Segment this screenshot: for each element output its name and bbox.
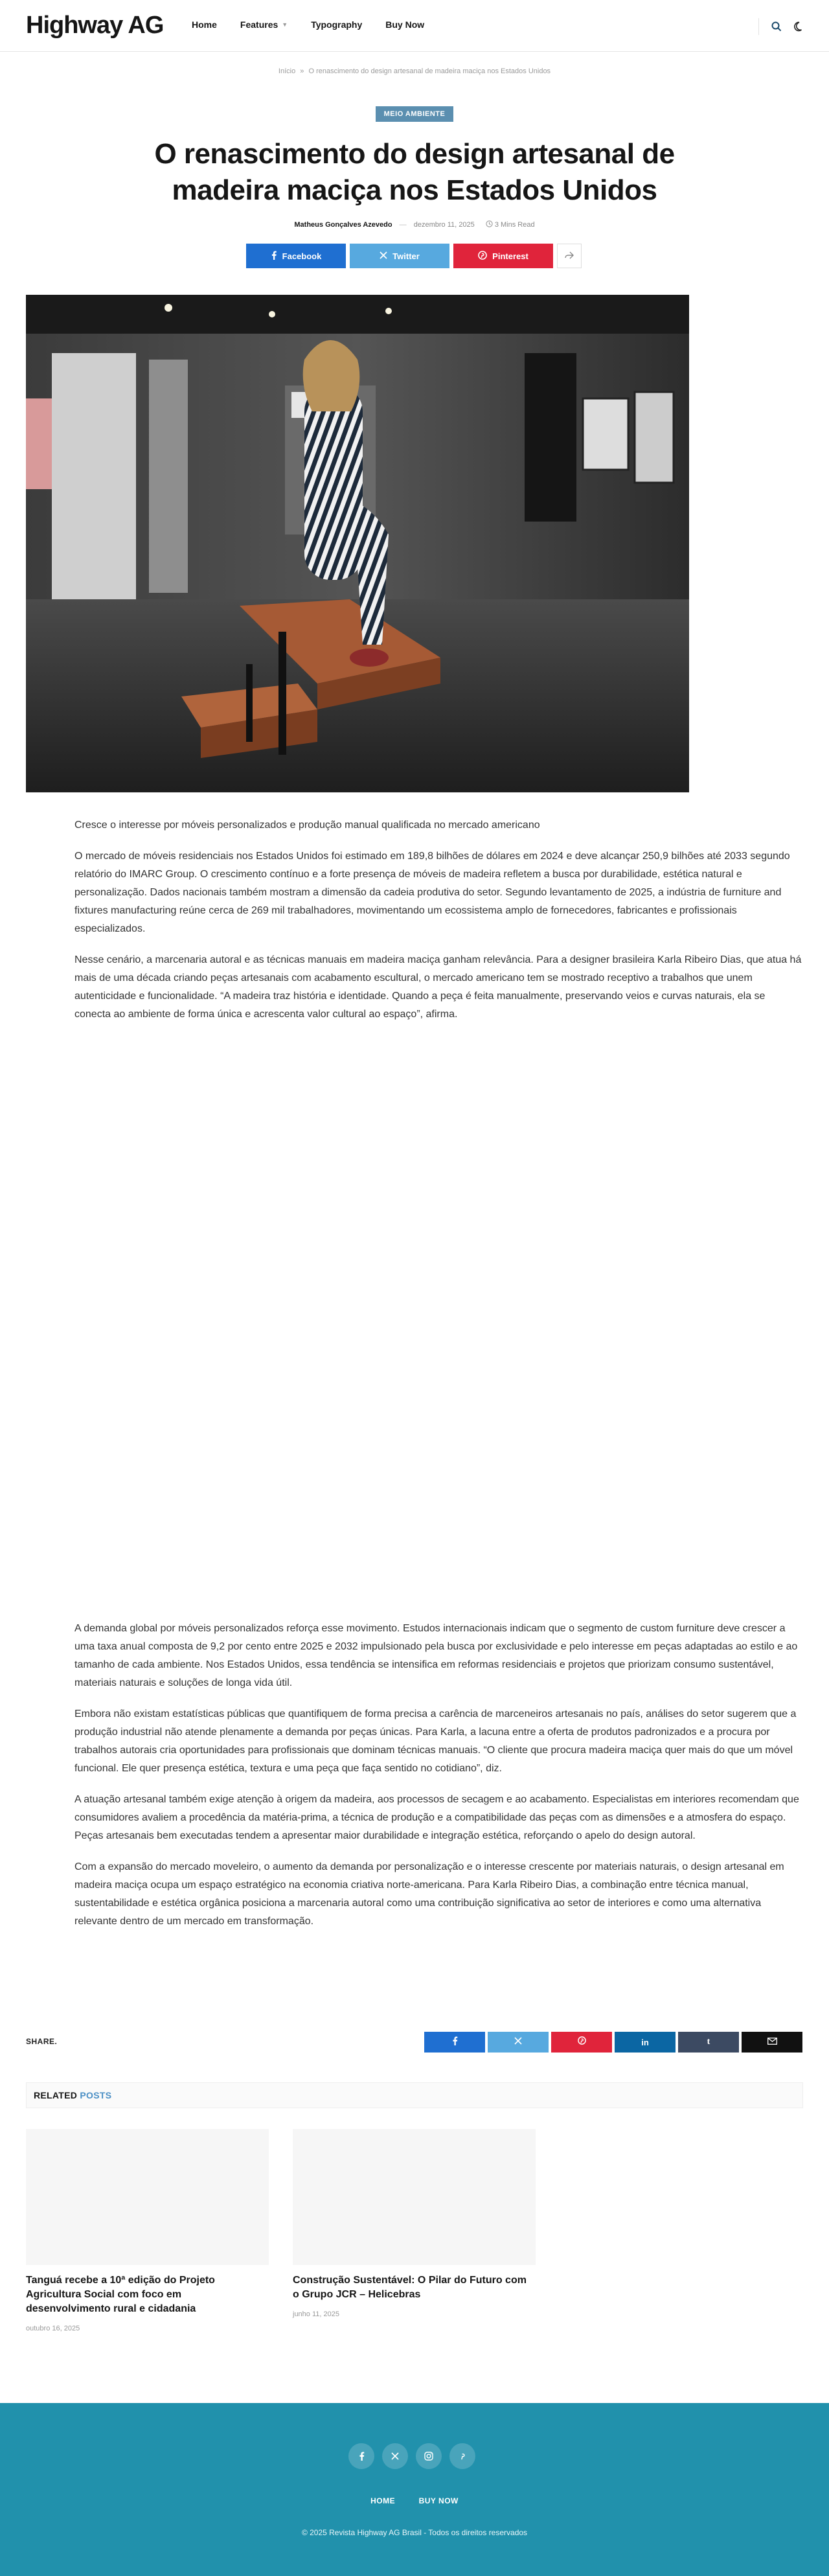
author-name[interactable]: Matheus Gonçalves Azevedo (294, 221, 392, 229)
site-logo[interactable]: Highway AG (26, 12, 164, 39)
meta-separator: — (399, 221, 407, 229)
search-icon[interactable] (771, 21, 782, 32)
share-email-button[interactable] (742, 2032, 802, 2053)
share-twitter-label: Twitter (392, 251, 420, 261)
main-nav (192, 19, 448, 30)
footer-nav (0, 2495, 829, 2507)
share-linkedin-button[interactable] (615, 2032, 676, 2053)
nav-home[interactable]: Home (192, 19, 217, 30)
breadcrumb-separator: » (300, 67, 304, 75)
article-lead: Cresce o interesse por móveis personalizados e produção manual qualificada no mercado americano (74, 820, 540, 831)
facebook-icon (271, 251, 277, 262)
nav-buy-now[interactable]: Buy Now (385, 19, 425, 30)
article-body-intro (74, 816, 803, 1037)
header-icons (758, 18, 803, 35)
pinterest-icon (478, 251, 487, 262)
related-title-blue: POSTS (80, 2090, 112, 2100)
article-body-continued (74, 1620, 803, 1944)
footer-nav-buy-now[interactable]: BUY NOW (418, 2496, 459, 2505)
share-tumblr-button[interactable] (678, 2032, 739, 2053)
post-date: dezembro 11, 2025 (413, 221, 475, 229)
article-paragraph: Nesse cenário, a marcenaria autoral e as técnicas manuais em madeira maciça ganham relevância. Para a designer brasileira Karla Ribeiro Dias, que atua há mais de uma década criando peças artesanais com acabamento escultural, o mercado americano tem se mostrado receptivo a trabalhos que unem autenticidade e funcionalidade. “A madeira traz história e identidade. Quando a peça é feita manualmente, preservando veios e curvas naturais, ela se conecta ao ambiente de forma única e acrescenta valor cultural ao espaço”, afirma. (74, 954, 802, 1020)
breadcrumb-current: O renascimento do design artesanal de madeira maciça nos Estados Unidos (308, 67, 551, 75)
related-posts-title (34, 2090, 111, 2100)
share-pinterest-button[interactable] (453, 244, 553, 268)
share-pinterest-label: Pinterest (492, 251, 528, 261)
share-more-button[interactable] (557, 244, 582, 268)
read-time: 3 Mins Read (494, 221, 535, 229)
related-title-black: RELATED (34, 2090, 78, 2100)
related-post-thumbnail[interactable] (293, 2129, 536, 2265)
footer-nav-home[interactable]: HOME (370, 2496, 396, 2505)
site-header (0, 0, 829, 52)
email-icon (767, 2036, 777, 2048)
featured-image (26, 295, 689, 792)
header-divider (758, 18, 759, 35)
related-post-date: junho 11, 2025 (293, 2310, 339, 2318)
article-paragraph: Embora não existam estatísticas públicas que quantifiquem de forma precisa a carência de marceneiros artesanais no país, análises do setor sugerem que a produção industrial não atende plenamente a demanda por peças únicas. Para Karla, a lacuna entre a oferta de produtos padronizados e a procura por trabalhos autorais cria oportunidades para profissionais que dominam técnicas manuais. “O cliente que procura madeira maciça quer mais do que um móvel funcional. Ele quer presença estética, textura e uma peça que faça sentido no cotidiano”, diz. (74, 1708, 797, 1774)
linkedin-icon: in (641, 2037, 649, 2047)
instagram-icon[interactable] (416, 2443, 442, 2469)
article-paragraph: A atuação artesanal também exige atenção à origem da madeira, aos processos de secagem e ao acabamento. Especialistas em interiores recomendam que consumidores avaliem a procedência da matéria-prima, a técnica de produção e a compatibilidade das peças com as dimensões e a atmosfera do espaço. Peças artesanais bem executadas tendem a apresentar maior durabilidade e integração estética, reforçando o apelo do design autoral. (74, 1794, 799, 1841)
share-facebook-label: Facebook (282, 251, 322, 261)
article-paragraph: Com a expansão do mercado moveleiro, o aumento da demanda por personalização e o interesse crescente por materiais naturais, o design artesanal em madeira maciça ocupa um espaço estratégico na economia criativa norte-americana. Para Karla Ribeiro Dias, a combinação entre técnica manual, sustentabilidade e estética orgânica posiciona a marcenaria autoral como uma contribuição significativa ao setor de interiores e como uma alternativa relevante dentro de um mercado em transformação. (74, 1861, 784, 1927)
chevron-down-icon: ▼ (282, 21, 288, 28)
share-label: SHARE. (26, 2037, 58, 2046)
share-pinterest-button[interactable] (551, 2032, 612, 2053)
page-title: O renascimento do design artesanal de madeira maciça nos Estados Unidos (154, 138, 675, 206)
dark-mode-icon[interactable] (791, 21, 803, 32)
share-facebook-button[interactable] (424, 2032, 485, 2053)
related-post-title[interactable]: Tanguá recebe a 10ª edição do Projeto Agricultura Social com foco em desenvolvimento rural e cidadania (26, 2275, 215, 2314)
article-paragraph: A demanda global por móveis personalizados reforça esse movimento. Estudos internacionais indicam que o segmento de custom furniture deve crescer a uma taxa anual composta de 9,2 por cento entre 2025 e 2032 impulsionado pela busca por exclusividade e pelo interesse em peças adaptadas ao estilo e ao tamanho de cada ambiente. Nos Estados Unidos, essa tendência se intensifica em reformas residenciais e projetos que priorizam consumo sustentável, materiais naturais e soluções de longa vida útil. (74, 1623, 798, 1688)
x-icon (380, 251, 387, 261)
x-icon (514, 2036, 522, 2048)
share-top (246, 244, 582, 268)
footer-social (348, 2443, 475, 2469)
breadcrumb-home[interactable]: Início (278, 67, 296, 75)
pinterest-icon (578, 2036, 586, 2048)
related-post-title[interactable]: Construção Sustentável: O Pilar do Futuro com o Grupo JCR – Helicebras (293, 2275, 527, 2300)
related-post-thumbnail[interactable] (26, 2129, 269, 2265)
clock-icon (486, 221, 495, 229)
related-header-bar (26, 2082, 803, 2108)
share-twitter-button[interactable] (488, 2032, 549, 2053)
nav-typography[interactable]: Typography (311, 19, 363, 30)
breadcrumb (0, 67, 829, 75)
nav-features-label: Features (240, 19, 278, 30)
copyright: © 2025 Revista Highway AG Brasil - Todos os direitos reservados (301, 2528, 528, 2537)
pinterest-icon[interactable] (449, 2443, 475, 2469)
facebook-icon (452, 2036, 458, 2049)
x-icon[interactable] (382, 2443, 408, 2469)
article-meta (0, 220, 829, 229)
article-paragraph: O mercado de móveis residenciais nos Estados Unidos foi estimado em 189,8 bilhões de dólares em 2024 e deve alcançar 250,9 bilhões até 2033 segundo relatório do IMARC Group. O crescimento contínuo e a forte presença de móveis de madeira refletem a busca por durabilidade, estética natural e personalização. Dados nacionais também mostram a dimensão da cadeia produtiva do setor. Segundo levantamento de 2025, a indústria de furniture and fixtures manufacturing reúne cerca de 269 mil trabalhadores, movimentando um ecossistema amplo de fornecedores, fabricantes e profissionais especializados. (74, 851, 790, 934)
nav-features[interactable] (240, 19, 288, 30)
related-post-date: outubro 16, 2025 (26, 2325, 80, 2332)
site-footer (0, 2403, 829, 2576)
category-badge[interactable]: MEIO AMBIENTE (376, 106, 453, 122)
facebook-icon[interactable] (348, 2443, 374, 2469)
tumblr-icon: t (707, 2037, 710, 2047)
share-facebook-button[interactable] (246, 244, 346, 268)
share-more-icon (565, 251, 574, 261)
share-bottom (424, 2032, 802, 2053)
share-twitter-button[interactable] (350, 244, 449, 268)
